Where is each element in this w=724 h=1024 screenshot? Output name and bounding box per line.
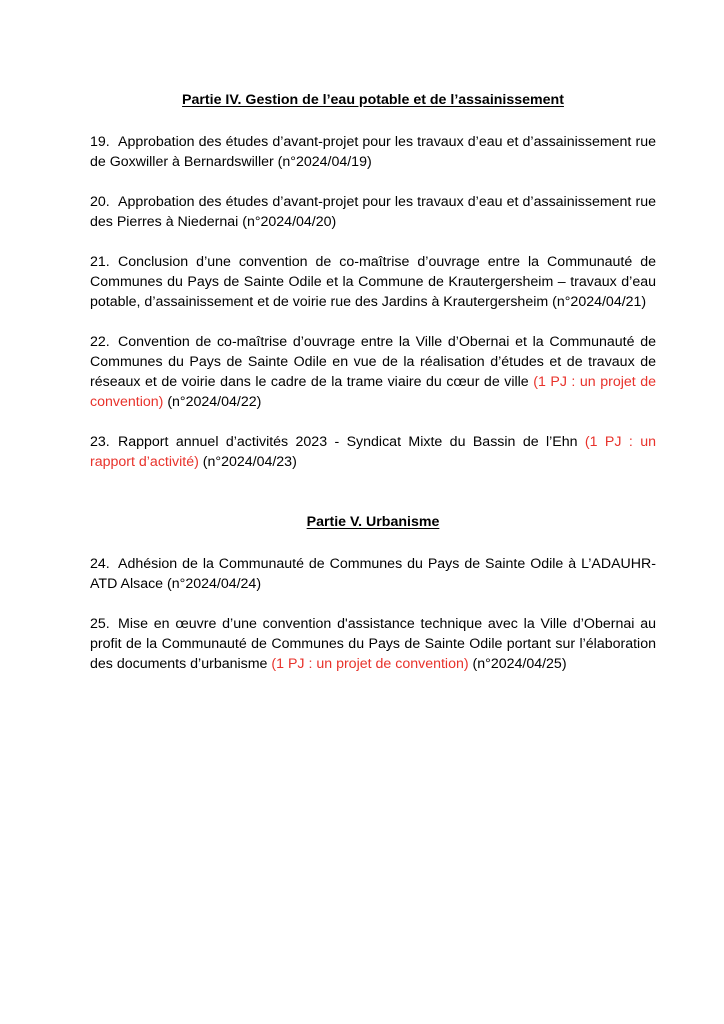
item-reference: (n°2024/04/22) bbox=[167, 394, 262, 410]
item-reference: (n°2024/04/19) bbox=[277, 154, 372, 170]
item-number: 25. bbox=[90, 616, 110, 632]
item-text: Mise en œuvre d’une convention d'assistance technique avec la Ville d’Obernai au profit de la Communauté de Communes du Pays de Sainte Odile portant sur l’élaboration des documents d’urbanisme bbox=[90, 616, 656, 672]
item-number: 21. bbox=[90, 254, 110, 270]
item-reference: (n°2024/04/24) bbox=[167, 576, 262, 592]
item-reference: (n°2024/04/25) bbox=[472, 656, 567, 672]
agenda-item-22 bbox=[90, 332, 656, 412]
section-title-partie-v: Partie V. Urbanisme bbox=[306, 514, 440, 530]
attachment-note: (1 PJ : un rapport d’activité) bbox=[90, 434, 656, 470]
item-number: 22. bbox=[90, 334, 110, 350]
agenda-item-21 bbox=[90, 252, 656, 312]
item-reference: (n°2024/04/21) bbox=[552, 294, 647, 310]
agenda-item-20 bbox=[90, 192, 656, 232]
item-number: 20. bbox=[90, 194, 110, 210]
item-text: Approbation des études d’avant-projet pour les travaux d’eau et d’assainissement rue de Goxwiller à Bernardswiller bbox=[90, 134, 656, 170]
item-text: Conclusion d’une convention de co-maîtrise d’ouvrage entre la Communauté de Communes du Pays de Sainte Odile et la Commune de Krautergersheim – travaux d’eau potable, d’assainissement et de voirie rue des Jardins à Krautergersheim bbox=[90, 254, 656, 310]
agenda-item-23 bbox=[90, 432, 656, 472]
attachment-note: (1 PJ : un projet de convention) bbox=[90, 374, 656, 410]
section-title-partie-iv: Partie IV. Gestion de l’eau potable et de l’assainissement bbox=[182, 92, 564, 108]
item-reference: (n°2024/04/23) bbox=[202, 454, 297, 470]
item-text: Approbation des études d’avant-projet pour les travaux d’eau et d’assainissement rue des Pierres à Niedernai bbox=[90, 194, 656, 230]
agenda-item-19 bbox=[90, 132, 656, 172]
item-number: 19. bbox=[90, 134, 110, 150]
document-page bbox=[90, 90, 656, 674]
agenda-item-24 bbox=[90, 554, 656, 594]
item-text: Convention de co-maîtrise d’ouvrage entre la Ville d’Obernai et la Communauté de Communes du Pays de Sainte Odile en vue de la réalisation d’études et de travaux de réseaux et de voirie dans le cadre de la trame viaire du cœur de ville bbox=[90, 334, 656, 390]
agenda-item-25 bbox=[90, 614, 656, 674]
item-number: 24. bbox=[90, 556, 110, 572]
attachment-note: (1 PJ : un projet de convention) bbox=[271, 656, 469, 672]
item-reference: (n°2024/04/20) bbox=[242, 214, 337, 230]
item-text: Rapport annuel d’activités 2023 - Syndicat Mixte du Bassin de l’Ehn bbox=[118, 434, 578, 450]
item-number: 23. bbox=[90, 434, 110, 450]
item-text: Adhésion de la Communauté de Communes du Pays de Sainte Odile à L’ADAUHR-ATD Alsace bbox=[90, 556, 656, 592]
